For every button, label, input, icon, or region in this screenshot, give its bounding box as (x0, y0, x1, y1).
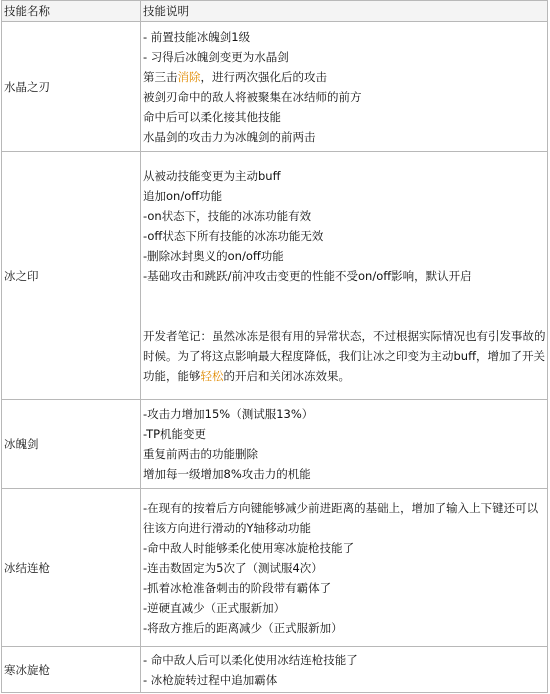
highlight-text: 轻松 (200, 368, 224, 383)
desc-line: -攻击力增加15%（测试服13%） (143, 407, 314, 421)
skill-desc (141, 22, 548, 152)
table-row (2, 152, 548, 400)
desc-line: 追加on/off功能 (143, 188, 223, 203)
desc-line: - 冰枪旋转过程中追加霸体 (143, 672, 278, 687)
spacer (143, 306, 547, 326)
desc-line: 从被动技能变更为主动buff (143, 168, 281, 183)
spacer (143, 286, 547, 306)
skill-desc (141, 647, 548, 693)
skill-table (1, 0, 548, 693)
skill-desc (141, 400, 548, 489)
desc-line: -抓着冰枪准备刺击的阶段带有霸体了 (143, 580, 332, 595)
developer-note (143, 326, 547, 386)
desc-line: -命中敌人时能够柔化使用寒冰旋枪技能了 (143, 540, 355, 555)
skill-desc (141, 489, 548, 647)
desc-line: -在现有的按着后方向键能够减少前进距离的基础上，增加了输入上下键还可以往该方向进行滑动的Y轴移动功能 (143, 500, 539, 535)
skill-name: 冰魄剑 (2, 400, 141, 489)
desc-line: - 前置技能冰魄剑1级 (143, 29, 251, 44)
desc-text: 第三击 (143, 69, 178, 84)
skill-name: 冰之印 (2, 152, 141, 400)
desc-line: -TP机能变更 (143, 427, 207, 441)
desc-line: 重复前两击的功能删除 (143, 447, 258, 461)
skill-name: 水晶之刃 (2, 22, 141, 152)
table-header (2, 1, 548, 22)
table-row (2, 647, 548, 693)
desc-line (143, 67, 547, 87)
desc-line: -删除冰封奥义的on/off功能 (143, 248, 284, 263)
desc-line: 水晶剑的攻击力为冰魄剑的前两击 (143, 129, 316, 144)
desc-line: -将敌方推后的距离减少（正式服新加） (143, 620, 343, 635)
desc-line: -on状态下，技能的冰冻功能有效 (143, 208, 312, 223)
note-text: 开发者笔记：虽然冰冻是很有用的异常状态，不过根据实际情况也有引发事故的时候。为了将这点影响最大程度降低，我们让冰之印变为主动buff，增加了开关功能，能够 (143, 328, 546, 383)
note-text: 的开启和关闭冰冻效果。 (223, 368, 350, 383)
skill-name: 寒冰旋枪 (2, 647, 141, 693)
highlight-text: 消除 (177, 69, 201, 84)
table-row (2, 489, 548, 647)
skill-desc (141, 152, 548, 400)
header-skill-name: 技能名称 (2, 1, 141, 22)
desc-line: -逆硬直减少（正式服新加） (143, 600, 286, 615)
table-row (2, 22, 548, 152)
desc-line: 增加每一级增加8%攻击力的机能 (143, 467, 311, 481)
desc-line: - 命中敌人后可以柔化使用冰结连枪技能了 (143, 652, 358, 667)
desc-line: - 习得后冰魄剑变更为水晶剑 (143, 49, 289, 64)
desc-line: -off状态下所有技能的冰冻功能无效 (143, 228, 324, 243)
desc-text: ，进行两次强化后的攻击 (200, 69, 327, 84)
desc-line: 被剑刃命中的敌人将被聚集在冰结师的前方 (143, 89, 362, 104)
table-row (2, 400, 548, 489)
header-skill-desc: 技能说明 (141, 1, 548, 22)
skill-name: 冰结连枪 (2, 489, 141, 647)
desc-line: 命中后可以柔化接其他技能 (143, 109, 281, 124)
desc-line: -基础攻击和跳跃/前冲攻击变更的性能不受on/off影响，默认开启 (143, 268, 472, 283)
desc-line: -连击数固定为5次了（测试服4次） (143, 560, 323, 575)
